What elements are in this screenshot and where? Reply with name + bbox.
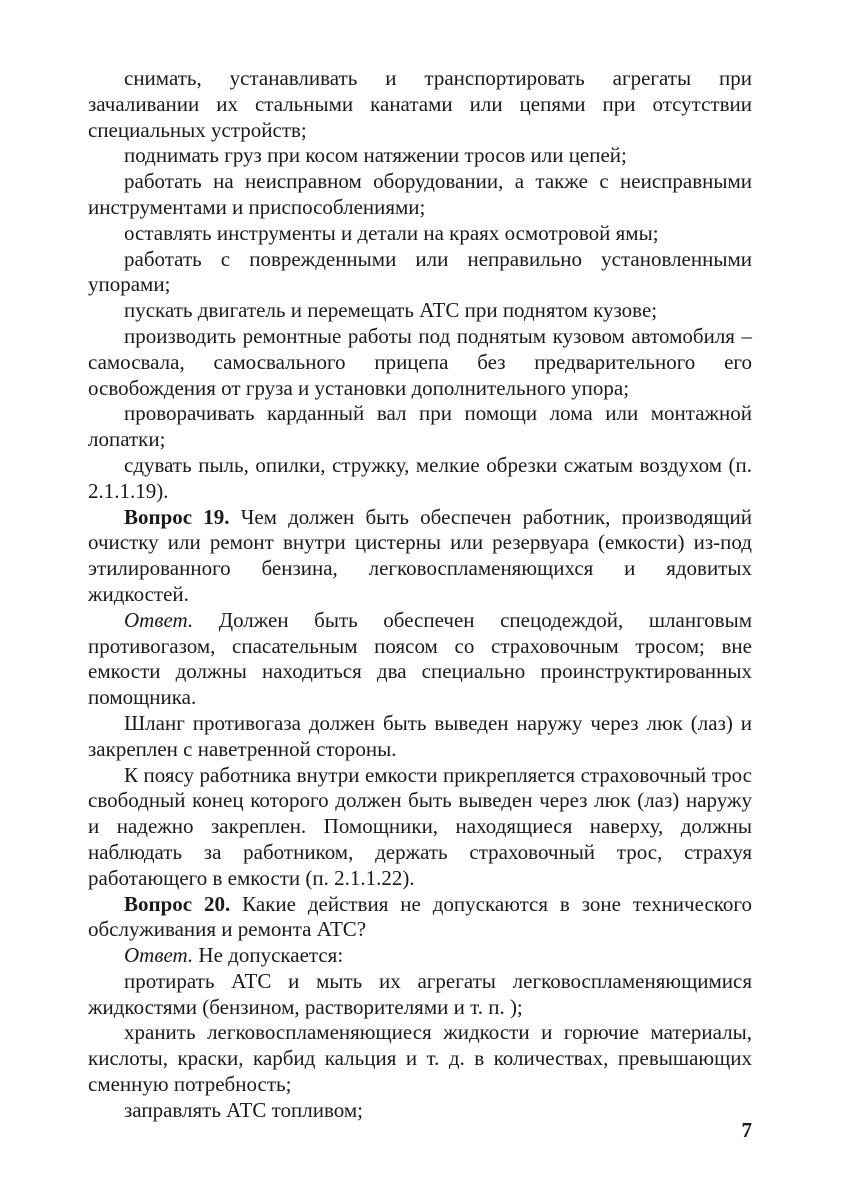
paragraph: поднимать груз при косом натяжении тросов или цепей; [124, 143, 627, 168]
question-number: Вопрос 20. [124, 891, 231, 916]
paragraph: производить ремонтные работы под поднятым кузовом автомобиля – самосвала, самосвального прицепа без предварительного его освобождения от груза и установки дополнительного упора; [88, 323, 752, 400]
list-item: заправлять АТС топливом; [124, 1097, 363, 1122]
paragraph: Шланг противогаза должен быть выведен наружу через люк (лаз) и закреплен с наветренной стороны. [88, 710, 752, 761]
answer-19 [88, 608, 752, 711]
paragraph: снимать, устанавливать и транспортировать агрегаты при зачаливании их стальными канатами или цепями при отсутствии специальных устройств; [88, 66, 752, 142]
paragraph: работать на неисправном оборудовании, а также с неисправными инструментами и приспособлениями; [88, 169, 752, 219]
answer-label: Ответ. [124, 607, 194, 632]
answer-text: Должен быть обеспечен спецодеждой, шланговым противогазом, спасательным поясом со страховочным тросом; вне емкости должны находиться два специально проинструктированных помощника. [88, 607, 752, 710]
answer-20 [88, 943, 752, 969]
answer-label: Ответ. [124, 943, 194, 968]
paragraph: оставлять инструменты и детали на краях осмотровой ямы; [124, 220, 659, 245]
answer-text: Не допускается: [193, 943, 344, 968]
paragraph: К поясу работника внутри емкости прикрепляется страховочный трос свободный конец которого должен быть выведен через люк (лаз) наружу и надежно закреплен. Помощники, находящиеся наверху, должны наблюдать за работником, держать страховочный трос, страхуя работающего в емкости (п. 2.1.1.22). [88, 762, 752, 890]
body-text [88, 66, 752, 1124]
page-number: 7 [741, 1118, 752, 1142]
question-20 [88, 892, 752, 944]
paragraph: работать с поврежденными или неправильно установленными упорами; [88, 246, 752, 297]
question-text: Чем должен быть обеспечен работник, производящий очистку или ремонт внутри цистерны или резервуара (емкости) из-под этилированного бензина, легковоспламеняющихся и ядовитых жидкостей. [88, 504, 753, 606]
question-19 [88, 505, 752, 608]
question-number: Вопрос 19. [124, 504, 230, 529]
question-text: Какие действия не допускаются в зоне технического обслуживания и ремонта АТС? [88, 891, 752, 942]
paragraph: пускать двигатель и перемещать АТС при поднятом кузове; [124, 298, 658, 323]
list-item: хранить легковоспламеняющиеся жидкости и горючие материалы, кислоты, краски, карбид кальция и т. д. в количествах, превышающих сменную потребность; [88, 1020, 752, 1097]
list-item: протирать АТС и мыть их агрегаты легковоспламеняющимися жидкостями (бензином, растворителями и т. п. ); [88, 968, 752, 1019]
paragraph: сдувать пыль, опилки, стружку, мелкие обрезки сжатым воздухом (п. 2.1.1.19). [88, 452, 752, 503]
paragraph: проворачивать карданный вал при помощи лома или монтажной лопатки; [88, 401, 752, 452]
